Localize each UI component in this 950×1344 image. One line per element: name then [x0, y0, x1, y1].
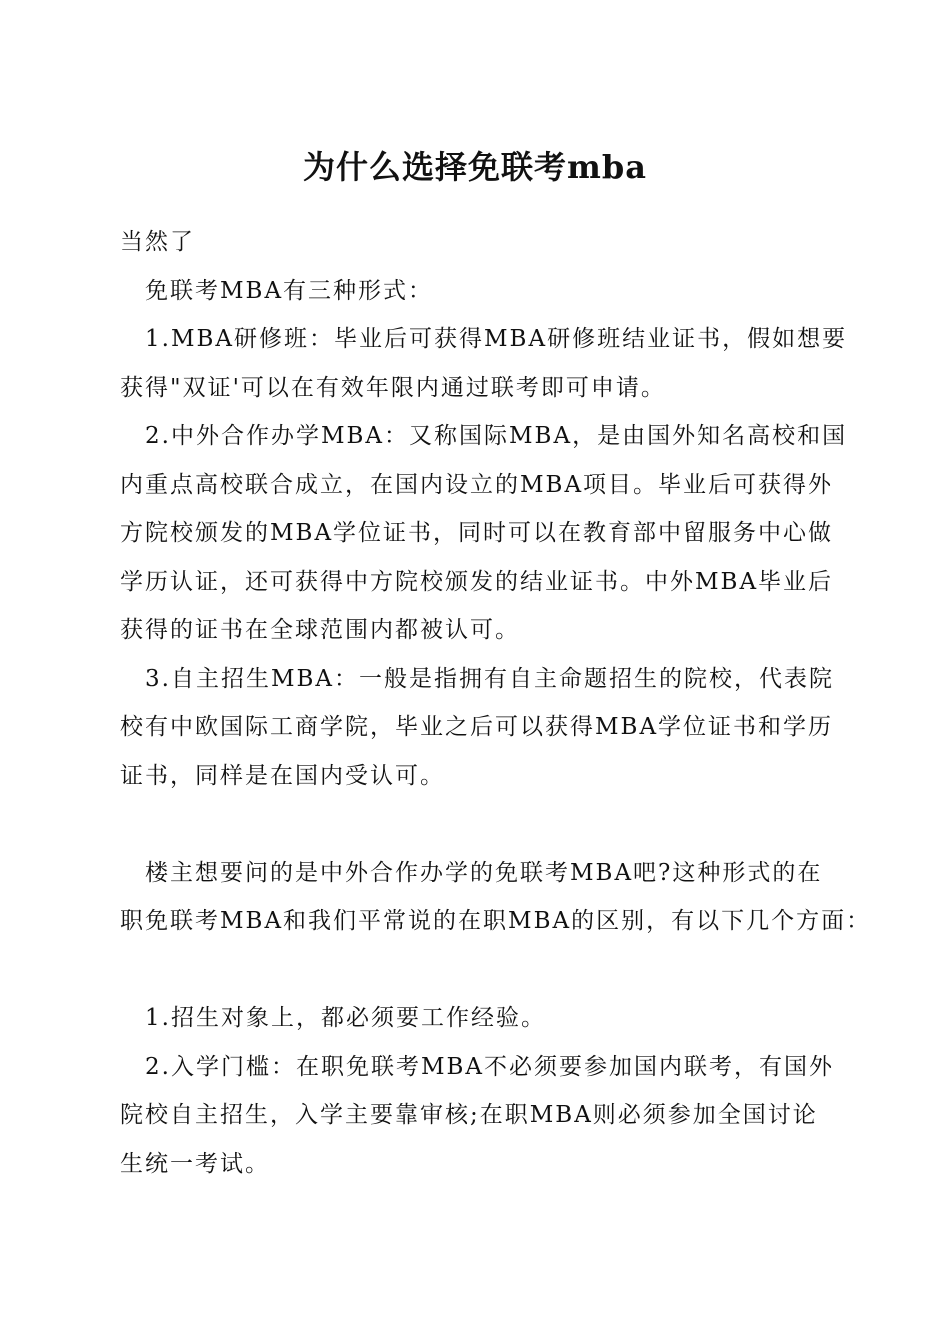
text-line: 学历认证，还可获得中方院校颁发的结业证书。中外MBA毕业后	[120, 568, 834, 595]
paragraph-gap	[120, 800, 840, 849]
text-line: 获得"双证'可以在有效年限内通过联考即可申请。	[120, 374, 666, 401]
text-line: 1.MBA研修班：毕业后可获得MBA研修班结业证书，假如想要	[145, 326, 848, 352]
text-line: 生统一考试。	[120, 1150, 270, 1177]
text-line: 2.中外合作办学MBA：又称国际MBA，是由国外知名高校和国	[145, 423, 848, 449]
text-line: 楼主想要问的是中外合作办学的免联考MBA吧?这种形式的在	[145, 859, 823, 886]
text-line: 1.招生对象上，都必须要工作经验。	[145, 1005, 546, 1031]
text-line: 免联考MBA有三种形式：	[145, 277, 434, 304]
text-line: 2.入学门槛：在职免联考MBA不必须要参加国内联考，有国外	[145, 1053, 835, 1080]
text-line: 获得的证书在全球范围内都被认可。	[120, 617, 520, 643]
document-title: 为什么选择免联考mba	[303, 148, 647, 186]
text-line: 证书，同样是在国内受认可。	[120, 762, 445, 789]
text-line: 3.自主招生MBA：一般是指拥有自主命题招生的院校，代表院	[145, 665, 835, 692]
text-line: 校有中欧国际工商学院，毕业之后可以获得MBA学位证书和学历	[120, 714, 834, 740]
text-line: 院校自主招生，入学主要靠审核;在职MBA则必须参加全国讨论	[120, 1102, 818, 1128]
paragraph-gap	[120, 946, 840, 995]
text-line: 方院校颁发的MBA学位证书，同时可以在教育部中留服务中心做	[120, 520, 834, 546]
text-line: 当然了	[120, 229, 195, 255]
text-line: 职免联考MBA和我们平常说的在职MBA的区别，有以下几个方面：	[120, 908, 872, 934]
text-line: 内重点高校联合成立，在国内设立的MBA项目。毕业后可获得外	[120, 471, 834, 498]
document-body	[120, 218, 872, 1188]
